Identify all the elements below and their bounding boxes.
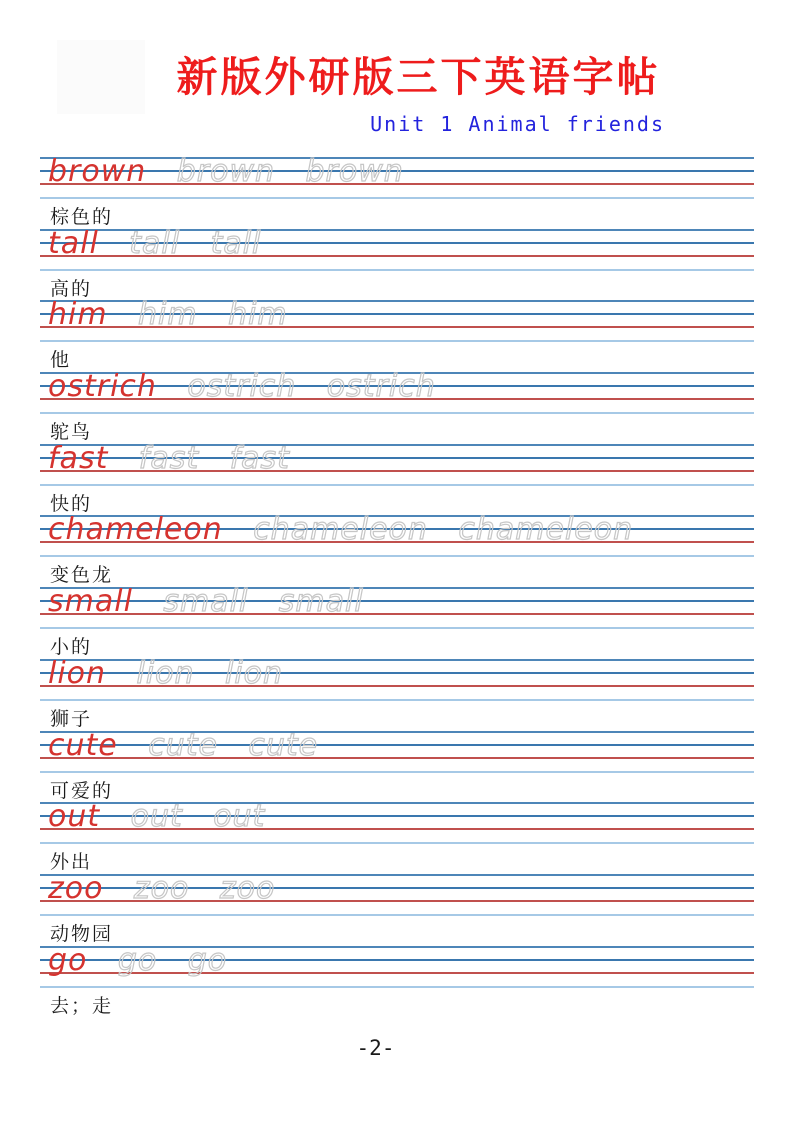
chinese-translation: 他	[50, 349, 72, 372]
word-line	[48, 512, 659, 550]
guide-line-bottom	[40, 412, 754, 414]
trace-word-1: small	[163, 584, 249, 620]
trace-word-2: ostrich	[326, 369, 436, 405]
word-line	[48, 584, 390, 622]
chinese-translation: 动物园	[50, 922, 114, 945]
model-word: go	[48, 942, 88, 978]
trace-word-1: out	[130, 799, 183, 835]
chinese-translation: 高的	[50, 277, 93, 300]
model-word: small	[48, 584, 133, 620]
chinese-translation: 狮子	[50, 707, 93, 730]
trace-word-2: tall	[210, 225, 262, 261]
model-word: brown	[48, 154, 147, 189]
model-word: zoo	[48, 870, 104, 906]
page-title: 新版外研版三下英语字帖	[176, 53, 661, 101]
trace-word-1: go	[117, 942, 158, 978]
model-word: cute	[48, 727, 118, 763]
guide-line-bottom	[40, 771, 754, 773]
guide-line-bottom	[40, 340, 754, 342]
practice-rows	[40, 154, 754, 1017]
practice-row	[40, 154, 754, 229]
trace-word-1: tall	[129, 225, 181, 261]
practice-row	[40, 870, 754, 946]
chinese-translation: 快的	[50, 492, 93, 515]
trace-word-1: brown	[176, 154, 276, 189]
trace-word-1: fast	[138, 440, 200, 476]
trace-word-2: out	[213, 799, 266, 835]
word-line	[48, 154, 430, 192]
guide-line-bottom	[40, 269, 754, 271]
practice-row	[40, 512, 754, 587]
guide-line-bottom	[40, 555, 754, 557]
trace-word-1: ostrich	[187, 369, 297, 405]
trace-word-2: zoo	[219, 870, 276, 906]
practice-row	[40, 297, 754, 372]
word-line	[48, 727, 344, 766]
trace-word-2: brown	[305, 154, 404, 189]
guide-line-bottom	[40, 914, 754, 916]
trace-word-1: cute	[148, 727, 218, 763]
word-line	[48, 942, 253, 981]
trace-word-1: lion	[136, 655, 195, 691]
model-word: chameleon	[48, 512, 223, 548]
trace-word-2: lion	[225, 655, 284, 691]
guide-line-bottom	[40, 986, 754, 988]
guide-line-bottom	[40, 484, 754, 486]
chinese-translation: 可爱的	[50, 779, 114, 802]
chinese-translation: 棕色的	[50, 206, 114, 228]
practice-row	[40, 942, 754, 1018]
model-word: him	[48, 297, 108, 333]
practice-row	[40, 225, 754, 301]
model-word: lion	[48, 655, 107, 691]
practice-row	[40, 584, 754, 659]
guide-line-bottom	[40, 627, 754, 629]
trace-word-1: zoo	[133, 870, 190, 906]
model-word: tall	[48, 225, 99, 261]
model-word: ostrich	[48, 369, 157, 405]
practice-row	[40, 440, 754, 516]
guide-line-bottom	[40, 699, 754, 701]
trace-word-2: him	[228, 297, 288, 333]
trace-word-2: chameleon	[458, 512, 634, 548]
guide-line-bottom	[40, 197, 754, 199]
practice-row	[40, 655, 754, 731]
word-line	[48, 440, 316, 479]
trace-word-2: fast	[229, 440, 290, 476]
chinese-translation: 鸵鸟	[50, 421, 93, 444]
word-line	[48, 225, 287, 264]
word-line	[48, 799, 291, 837]
trace-word-1: him	[138, 297, 198, 333]
practice-row	[40, 727, 754, 803]
unit-heading: Unit 1 Animal friends	[370, 112, 665, 136]
practice-row	[40, 369, 754, 444]
word-line	[48, 297, 314, 335]
word-line	[48, 870, 301, 909]
word-line	[48, 655, 309, 694]
practice-row	[40, 799, 754, 874]
page-number: -2-	[356, 1036, 395, 1060]
word-line	[48, 369, 462, 407]
guide-line-bottom	[40, 842, 754, 844]
chinese-translation: 变色龙	[50, 564, 114, 587]
model-word: fast	[48, 440, 109, 476]
model-word: out	[48, 799, 101, 835]
chinese-translation: 外出	[50, 851, 93, 874]
trace-word-2: small	[278, 584, 364, 620]
trace-word-2: cute	[248, 727, 319, 763]
chinese-translation: 去；走	[50, 994, 114, 1017]
trace-word-1: chameleon	[253, 512, 428, 548]
trace-word-2: go	[187, 942, 228, 978]
chinese-translation: 小的	[50, 636, 93, 659]
